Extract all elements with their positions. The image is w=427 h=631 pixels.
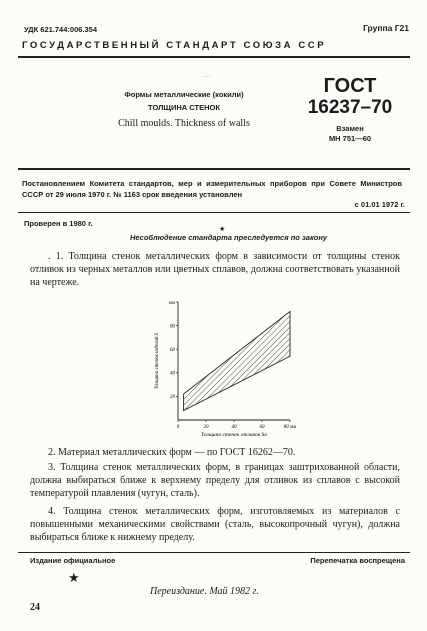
replaces-value: МН 751—60	[328, 134, 372, 143]
reissue-note: Переиздание. Май 1982 г.	[150, 586, 259, 597]
y-tick-label: 40	[170, 371, 175, 377]
paragraph-2: 2. Материал металлических форм — по ГОСТ 16262—70.	[48, 447, 296, 458]
state-standard-heading: ГОСУДАРСТВЕННЫЙ СТАНДАРТ СОЮЗА ССР	[22, 40, 327, 51]
wall-thickness-chart	[134, 296, 304, 442]
violation-notice: Несоблюдение стандарта преследуется по закону	[130, 233, 328, 242]
reprint-prohibited: Перепечатка воспрещена	[310, 556, 405, 565]
y-tick-label: 80	[170, 324, 175, 330]
y-tick-label: 60	[170, 348, 175, 353]
star-icon: ★	[68, 570, 80, 585]
gost-label: ГОСТ	[323, 75, 377, 97]
paragraph-4: 4. Толщина стенок металлических форм, изготовляемых из материалов с повышенными механическими свойствами (сталь, высокопрочный чугун), должна выбираться ближе к нижнему пределу.	[30, 506, 400, 543]
y-tick-label: мм	[168, 300, 175, 306]
official-edition: Издание официальное	[30, 556, 116, 565]
paragraph-3: 3. Толщина стенок металлических форм, в границах заштрихованной области, должна выбираться ближе к верхнему пределу для отливок из сплавов с высокой температурой плавления (чугун, сталь).	[30, 462, 400, 499]
decree-date: с 01.01 1972 г.	[354, 200, 405, 209]
title-ru-line2: ТОЛЩИНА СТЕНОК	[148, 103, 220, 112]
title-en: Chill moulds. Thickness of walls	[118, 118, 250, 129]
decree-rule	[18, 212, 410, 213]
replaces-label: Взамен	[336, 124, 364, 133]
x-tick-label: 0	[176, 425, 180, 430]
decree-text: Постановлением Комитета стандартов, мер и измерительных приборов при Совете Министров СССР от 29 июля 1970 г. № 1163 срок введения установлен	[22, 179, 402, 199]
header-rule	[18, 56, 410, 58]
title-rule	[18, 168, 410, 170]
x-axis-label: Толщина стенок отливок Sо	[200, 432, 268, 438]
udk-code: УДК 621.744:006.354	[24, 25, 98, 34]
replaces-block	[300, 124, 400, 144]
hatched-area	[184, 311, 290, 410]
x-tick-label: 60	[259, 425, 265, 430]
x-tick-label: 20	[203, 425, 209, 430]
tick-mark: · ··	[203, 74, 211, 80]
footer-rule	[18, 552, 410, 553]
small-star-icon: ★	[219, 225, 226, 233]
checked-year: Проверен в 1980 г.	[24, 219, 93, 228]
y-tick-label: 20	[170, 395, 175, 401]
paragraph-1: . 1. Толщина стенок металлических форм в зависимости от толщины стенок отливок из черных металлов или цветных сплавов, должна соответствовать указанной на чертеже.	[30, 251, 400, 288]
group-code: Группа Г21	[363, 23, 409, 33]
x-tick-label: 40	[231, 425, 237, 430]
page-number: 24	[30, 602, 40, 613]
y-axis-label: Толщина стенок изделий S	[155, 332, 160, 390]
x-tick-label: 80 мм	[283, 425, 297, 430]
gost-number: 16237–70	[307, 97, 393, 118]
title-ru-line1: Формы металлические (кокили)	[124, 90, 244, 99]
